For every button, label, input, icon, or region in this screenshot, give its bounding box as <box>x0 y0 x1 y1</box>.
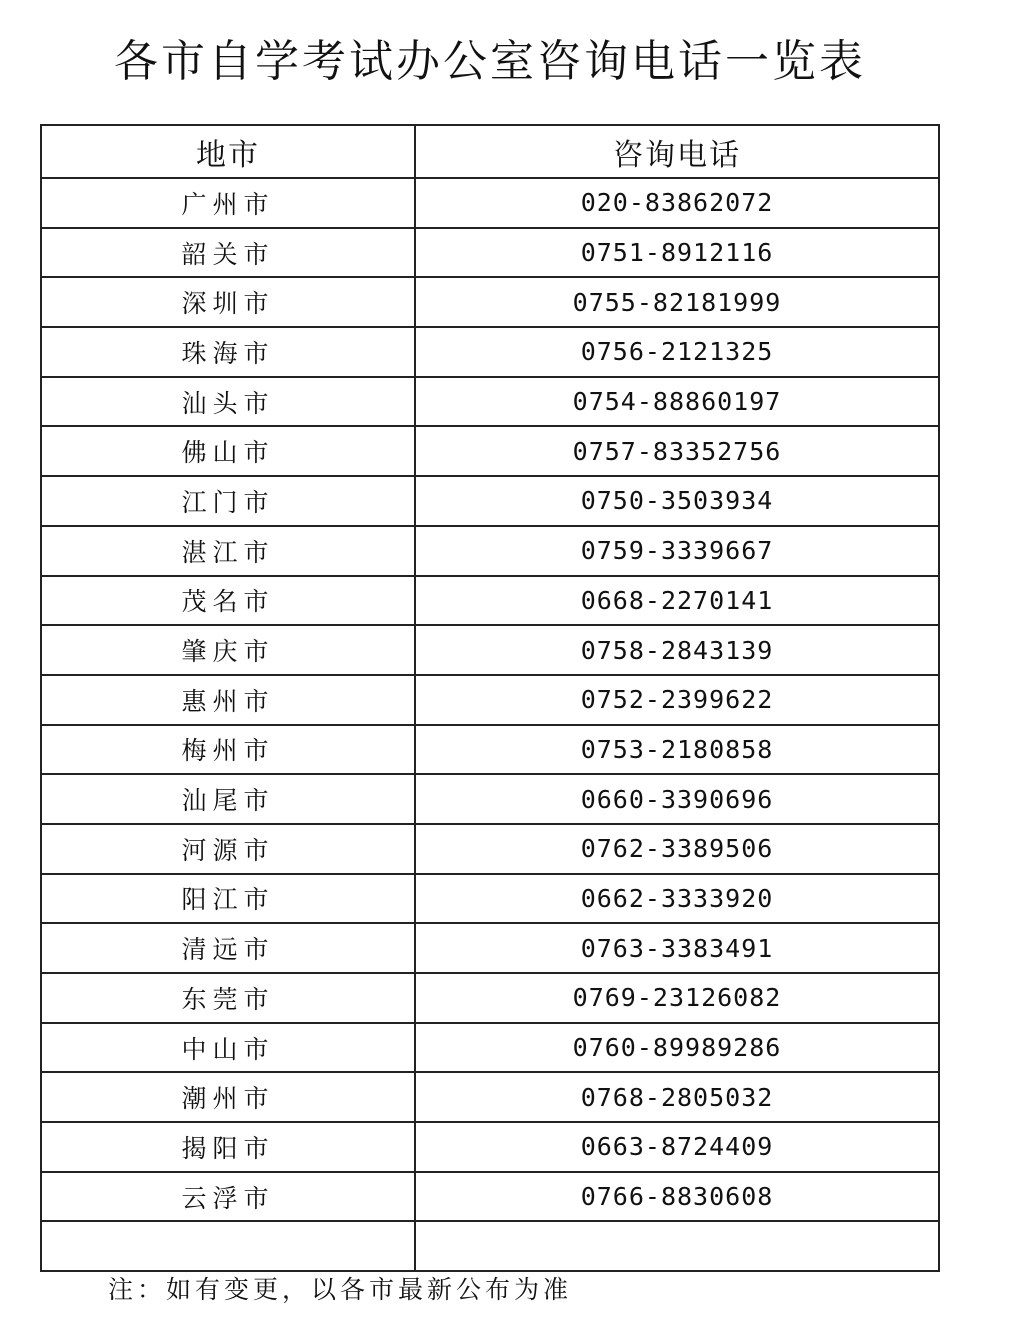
footnote: 注：如有变更，以各市最新公布为准 <box>108 1275 573 1304</box>
city-cell: 汕尾市 <box>41 774 415 824</box>
table-row <box>41 1172 939 1222</box>
phone-cell: 0754-88860197 <box>415 377 939 427</box>
phone-cell: 0663-8724409 <box>415 1122 939 1172</box>
table-row <box>41 1072 939 1122</box>
city-cell: 阳江市 <box>41 874 415 924</box>
empty-phone-cell <box>415 1221 939 1271</box>
table-row <box>41 675 939 725</box>
table-row <box>41 277 939 327</box>
table-row <box>41 1023 939 1073</box>
city-column-header: 地市 <box>41 125 415 178</box>
table-row <box>41 824 939 874</box>
city-cell: 茂名市 <box>41 576 415 626</box>
table-header <box>41 125 939 178</box>
city-cell: 江门市 <box>41 476 415 526</box>
phone-cell: 0762-3389506 <box>415 824 939 874</box>
table-row <box>41 1122 939 1172</box>
city-cell: 清远市 <box>41 923 415 973</box>
header-row <box>41 125 939 178</box>
phone-cell: 0668-2270141 <box>415 576 939 626</box>
city-cell: 汕头市 <box>41 377 415 427</box>
city-cell: 韶关市 <box>41 228 415 278</box>
phone-cell: 0662-3333920 <box>415 874 939 924</box>
phone-cell: 0768-2805032 <box>415 1072 939 1122</box>
city-cell: 潮州市 <box>41 1072 415 1122</box>
city-cell: 肇庆市 <box>41 625 415 675</box>
phone-cell: 0753-2180858 <box>415 725 939 775</box>
phone-column-header: 咨询电话 <box>415 125 939 178</box>
table-row <box>41 476 939 526</box>
table-row <box>41 178 939 228</box>
phone-cell: 0769-23126082 <box>415 973 939 1023</box>
table-row <box>41 377 939 427</box>
phone-cell: 0758-2843139 <box>415 625 939 675</box>
city-cell: 深圳市 <box>41 277 415 327</box>
table-row <box>41 526 939 576</box>
table-row <box>41 625 939 675</box>
city-cell: 东莞市 <box>41 973 415 1023</box>
city-cell: 揭阳市 <box>41 1122 415 1172</box>
phone-cell: 0760-89989286 <box>415 1023 939 1073</box>
city-cell: 广州市 <box>41 178 415 228</box>
page-title: 各市自学考试办公室咨询电话一览表 <box>114 36 866 87</box>
city-cell: 惠州市 <box>41 675 415 725</box>
empty-table-row <box>41 1221 939 1271</box>
table-row <box>41 874 939 924</box>
table-row <box>41 923 939 973</box>
empty-city-cell <box>41 1221 415 1271</box>
city-cell: 云浮市 <box>41 1172 415 1222</box>
phone-cell: 0660-3390696 <box>415 774 939 824</box>
city-cell: 佛山市 <box>41 426 415 476</box>
phone-cell: 0756-2121325 <box>415 327 939 377</box>
table-row <box>41 973 939 1023</box>
table-body <box>41 178 939 1271</box>
phone-cell: 0752-2399622 <box>415 675 939 725</box>
table-row <box>41 327 939 377</box>
table-row <box>41 576 939 626</box>
table-row <box>41 228 939 278</box>
city-cell: 中山市 <box>41 1023 415 1073</box>
phone-cell: 0757-83352756 <box>415 426 939 476</box>
phone-cell: 0763-3383491 <box>415 923 939 973</box>
city-cell: 河源市 <box>41 824 415 874</box>
phone-cell: 0759-3339667 <box>415 526 939 576</box>
city-cell: 湛江市 <box>41 526 415 576</box>
phone-cell: 0766-8830608 <box>415 1172 939 1222</box>
table-row <box>41 426 939 476</box>
phone-cell: 0751-8912116 <box>415 228 939 278</box>
contact-table <box>40 124 940 1272</box>
city-cell: 梅州市 <box>41 725 415 775</box>
phone-cell: 0750-3503934 <box>415 476 939 526</box>
phone-cell: 0755-82181999 <box>415 277 939 327</box>
table-row <box>41 774 939 824</box>
city-cell: 珠海市 <box>41 327 415 377</box>
phone-cell: 020-83862072 <box>415 178 939 228</box>
table-row <box>41 725 939 775</box>
